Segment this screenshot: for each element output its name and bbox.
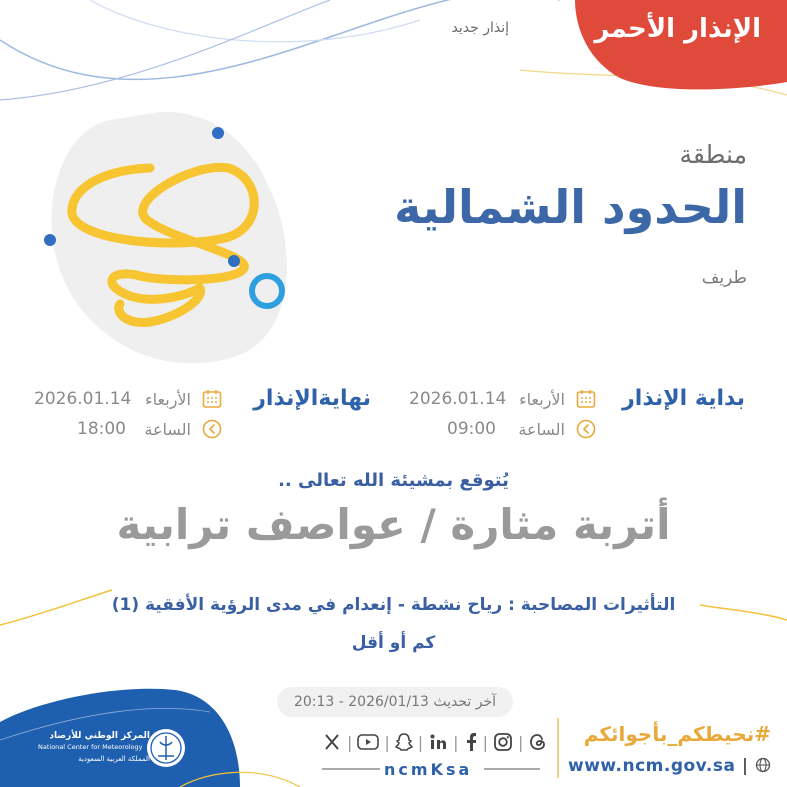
start-time: 09:00 [447,419,496,439]
end-time: 18:00 [77,419,126,439]
effects-text [100,586,687,662]
snapchat-icon[interactable] [395,732,413,752]
globe-icon [755,757,771,773]
org-country-ar: المملكة العربية السعودية [78,755,150,763]
end-day: الأربعاء [145,390,191,409]
end-date: 2026.01.14 [34,389,132,409]
tornado-icon [44,112,287,363]
linkedin-icon[interactable] [428,732,448,752]
website-link[interactable]: www.ncm.gov.sa | [568,756,771,776]
effects-line-1: التأثيرات المصاحبة : رياح نشطة - إنعدام في مدى الرؤية الأفقية (1) [111,595,676,615]
last-update: آخر تحديث 2026/01/13 - 20:13 [277,687,513,717]
alert-status: إنذار جديد [451,20,509,36]
region-name: الحدود الشمالية [394,180,747,234]
start-time-label: الساعة [518,420,565,439]
hashtag[interactable]: #نحيطكم_بأجوائكم [583,722,771,746]
sub-area: طريف [701,268,747,288]
calendar-icon [202,389,222,409]
website-text[interactable]: www.ncm.gov.sa [568,756,736,776]
expectation-text: يُتوقع بمشيئة الله تعالى .. [278,470,509,491]
badge-label: الإنذار الأحمر [594,14,761,44]
social-handle[interactable]: ncmKsa [384,760,473,779]
start-day: الأربعاء [519,390,565,409]
threads-icon[interactable] [528,732,548,752]
clock-icon [576,419,596,439]
org-name-en: National Center for Meteorology [38,743,143,751]
calendar-icon [576,389,596,409]
youtube-icon[interactable] [357,733,379,751]
phenomenon-title: أتربة مثارة / عواصف ترابية [116,500,671,549]
social-icons: | | | | | | [322,731,548,753]
instagram-icon[interactable] [493,732,513,752]
effects-line-2: كم أو أقل [351,633,436,653]
facebook-icon[interactable] [464,732,478,752]
clock-icon [202,419,222,439]
start-title: بداية الإنذار [622,386,745,411]
org-name-ar: المركز الوطني للأرصاد [49,731,150,741]
end-time-label: الساعة [144,420,191,439]
region-label: منطقة [679,140,747,169]
start-date: 2026.01.14 [409,389,507,409]
end-title: نهايةالإنذار [253,386,371,411]
x-icon[interactable] [322,732,342,752]
ncm-emblem-icon [147,729,185,767]
